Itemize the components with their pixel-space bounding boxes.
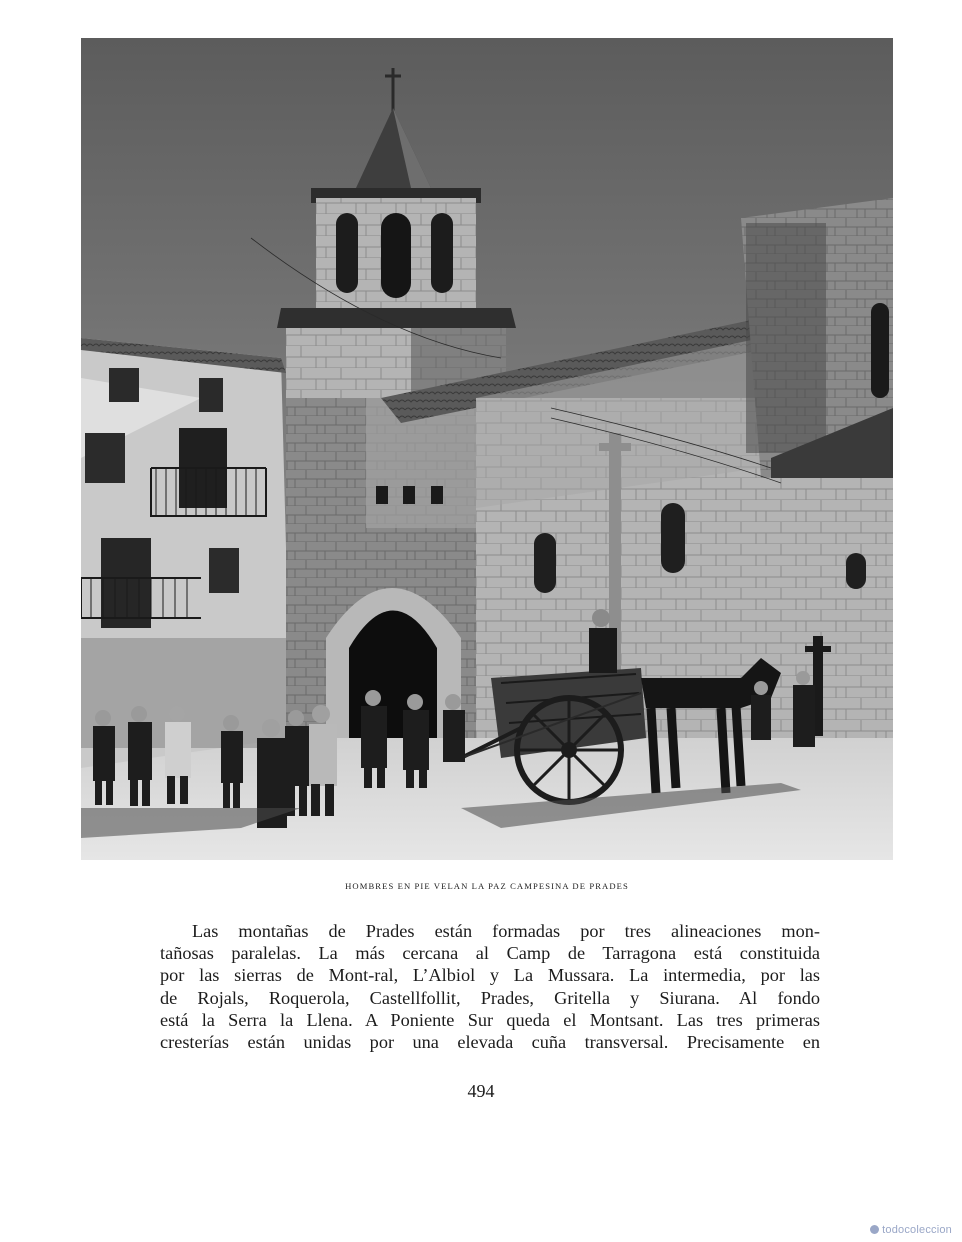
paragraph-line: está la Serra la Llena. A Poniente Sur queda el Montsant. Las tres primeras <box>160 1009 820 1030</box>
page-number: 494 <box>467 1081 495 1101</box>
left-house <box>81 338 291 768</box>
paragraph-line: cresterías están unidas por una elevada cuña transversal. Precisamente en <box>160 1032 820 1053</box>
paragraph-line: de Rojals, Roquerola, Castellfollit, Prades, Gritella y Siurana. Al fondo <box>160 987 820 1008</box>
photo-caption: HOMBRES EN PIE VELAN LA PAZ CAMPESINA DE PRADES <box>345 881 629 891</box>
paragraph-line: Las montañas de Prades están formadas por tres alineaciones mon- <box>192 921 820 941</box>
paragraph-line: tañosas paralelas. La más cercana al Camp de Tarragona está constituida <box>160 943 820 964</box>
watermark <box>870 1224 952 1236</box>
gate-arch <box>286 398 476 738</box>
photo-illustration <box>81 38 893 860</box>
church-photo <box>81 38 893 860</box>
watermark-text: todocoleccion <box>882 1224 952 1236</box>
watermark-logo-icon <box>870 1225 879 1234</box>
body-paragraph <box>160 920 820 1053</box>
paragraph-line: por las sierras de Mont-ral, L’Albiol y La Mussara. La intermedia, por las <box>160 965 820 986</box>
